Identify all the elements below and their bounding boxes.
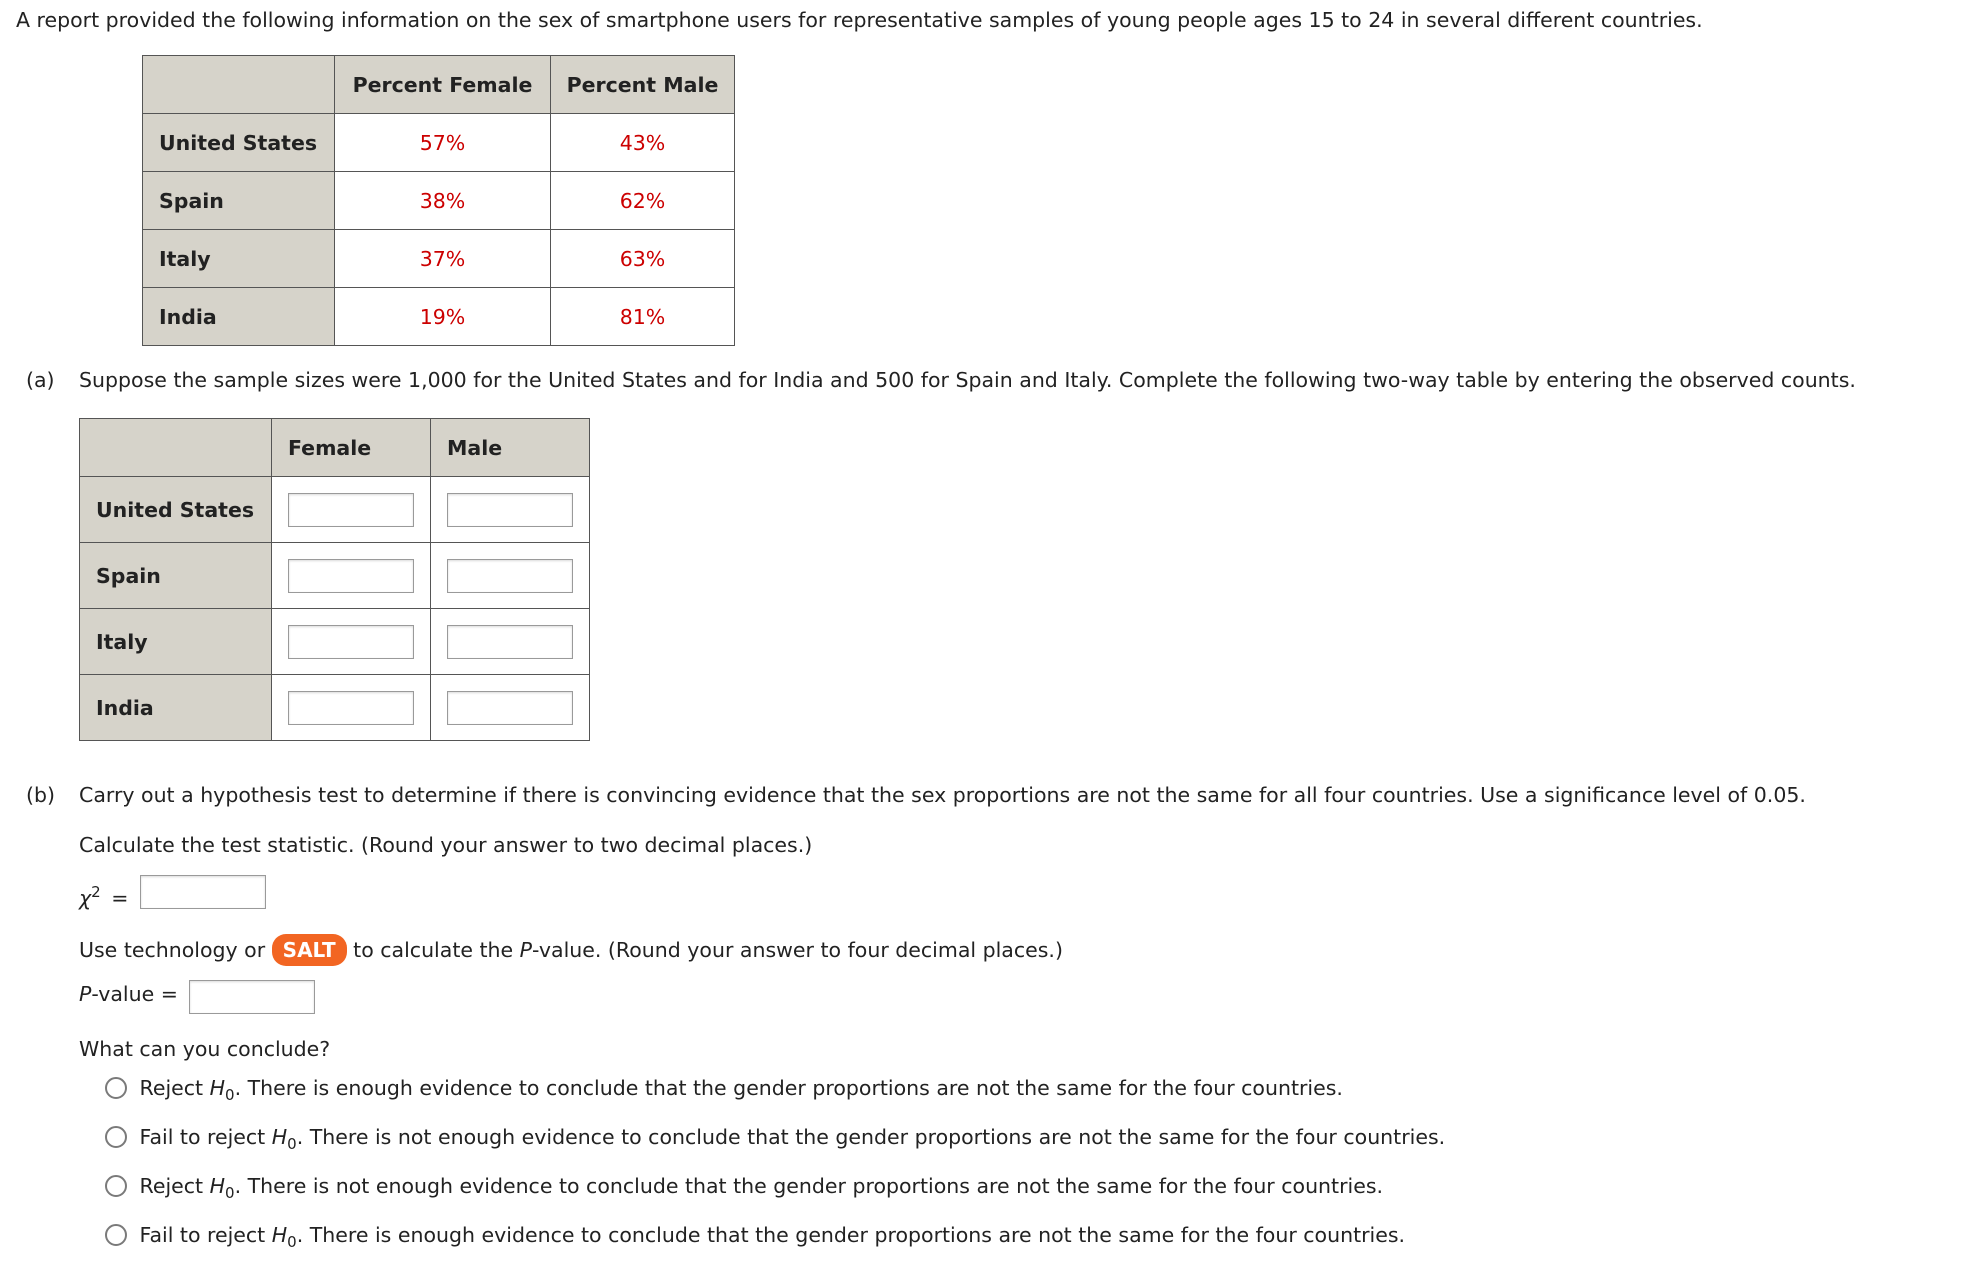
- option-2-h: H: [271, 1125, 288, 1149]
- tech-p-italic: P: [519, 938, 533, 962]
- option-4[interactable]: [105, 1223, 1405, 1251]
- calc-instruction: Calculate the test statistic. (Round your answer to two decimal places.): [79, 833, 813, 857]
- option-4-lead: Fail to reject: [139, 1223, 266, 1247]
- cell-spain-female: 38%: [335, 172, 551, 230]
- chi-symbol: χ: [79, 885, 92, 910]
- cell-italy-female: 37%: [335, 230, 551, 288]
- input-india-female[interactable]: [288, 691, 414, 725]
- tech-text-before: Use technology or: [79, 938, 266, 962]
- input-spain-male[interactable]: [447, 559, 573, 593]
- option-3-h-sub: 0: [225, 1184, 235, 1203]
- col-percent-female: Percent Female: [335, 56, 551, 114]
- option-1[interactable]: [105, 1076, 1343, 1104]
- part-a-text: Suppose the sample sizes were 1,000 for the United States and for India and 500 for Spain and Italy. Complete the following two-way table by entering the observed counts.: [79, 368, 1856, 392]
- radio-option-2[interactable]: [105, 1126, 127, 1148]
- salt-button[interactable]: SALT: [272, 934, 347, 966]
- chi-equals: =: [111, 885, 129, 910]
- chi-square-row: [79, 872, 128, 918]
- option-4-text: . There is enough evidence to conclude that the gender proportions are not the same for the four countries.: [296, 1223, 1406, 1247]
- chi-superscript: 2: [91, 883, 101, 901]
- option-1-lead: Reject: [139, 1076, 204, 1100]
- cell-india-female: 19%: [335, 288, 551, 346]
- option-4-h-sub: 0: [287, 1233, 297, 1252]
- cell-us-female: 57%: [335, 114, 551, 172]
- col-male: Male: [431, 419, 590, 477]
- option-3-text: . There is not enough evidence to conclude that the gender proportions are not the same for the four countries.: [234, 1174, 1384, 1198]
- table2-corner: [80, 419, 272, 477]
- col-female: Female: [272, 419, 431, 477]
- option-3-lead: Reject: [139, 1174, 204, 1198]
- option-2-lead: Fail to reject: [139, 1125, 266, 1149]
- cell-india-male: 81%: [551, 288, 735, 346]
- row-label-us: United States: [143, 114, 335, 172]
- chi-square-input[interactable]: [140, 875, 266, 909]
- conclude-question: What can you conclude?: [79, 1037, 331, 1061]
- part-b-label: (b): [26, 783, 56, 807]
- part-a-label: (a): [26, 368, 55, 392]
- option-2-h-sub: 0: [287, 1135, 297, 1154]
- radio-option-1[interactable]: [105, 1077, 127, 1099]
- option-1-h-sub: 0: [225, 1086, 235, 1105]
- row-label-italy: Italy: [80, 609, 272, 675]
- pvalue-label-row: [79, 982, 178, 1006]
- intro-text: A report provided the following information on the sex of smartphone users for representative samples of young people ages 15 to 24 in several different countries.: [16, 8, 1703, 32]
- technology-instruction: [79, 933, 1063, 967]
- input-italy-male[interactable]: [447, 625, 573, 659]
- row-label-india: India: [143, 288, 335, 346]
- option-2-text: . There is not enough evidence to conclude that the gender proportions are not the same for the four countries.: [296, 1125, 1446, 1149]
- row-label-italy: Italy: [143, 230, 335, 288]
- option-3[interactable]: [105, 1174, 1383, 1202]
- input-india-male[interactable]: [447, 691, 573, 725]
- input-italy-female[interactable]: [288, 625, 414, 659]
- row-label-india: India: [80, 675, 272, 741]
- option-4-h: H: [271, 1223, 288, 1247]
- input-spain-female[interactable]: [288, 559, 414, 593]
- input-us-male[interactable]: [447, 493, 573, 527]
- tech-text-after-1: to calculate the: [353, 938, 514, 962]
- row-label-spain: Spain: [143, 172, 335, 230]
- option-3-h: H: [209, 1174, 226, 1198]
- radio-option-4[interactable]: [105, 1224, 127, 1246]
- option-2[interactable]: [105, 1125, 1445, 1153]
- cell-us-male: 43%: [551, 114, 735, 172]
- input-us-female[interactable]: [288, 493, 414, 527]
- cell-italy-male: 63%: [551, 230, 735, 288]
- table1-corner: [143, 56, 335, 114]
- option-1-text: . There is enough evidence to conclude that the gender proportions are not the same for the four countries.: [234, 1076, 1343, 1100]
- tech-text-after-2: -value. (Round your answer to four decimal places.): [532, 938, 1063, 962]
- percent-table: [142, 55, 735, 346]
- observed-counts-table: [79, 418, 590, 741]
- pvalue-label: -value =: [91, 982, 178, 1006]
- col-percent-male: Percent Male: [551, 56, 735, 114]
- radio-option-3[interactable]: [105, 1175, 127, 1197]
- pvalue-p: P: [79, 982, 92, 1006]
- part-b-text: Carry out a hypothesis test to determine if there is convincing evidence that the sex proportions are not the same for all four countries. Use a significance level of 0.05.: [79, 783, 1806, 807]
- cell-spain-male: 62%: [551, 172, 735, 230]
- row-label-spain: Spain: [80, 543, 272, 609]
- row-label-us: United States: [80, 477, 272, 543]
- pvalue-input[interactable]: [189, 980, 315, 1014]
- option-1-h: H: [209, 1076, 226, 1100]
